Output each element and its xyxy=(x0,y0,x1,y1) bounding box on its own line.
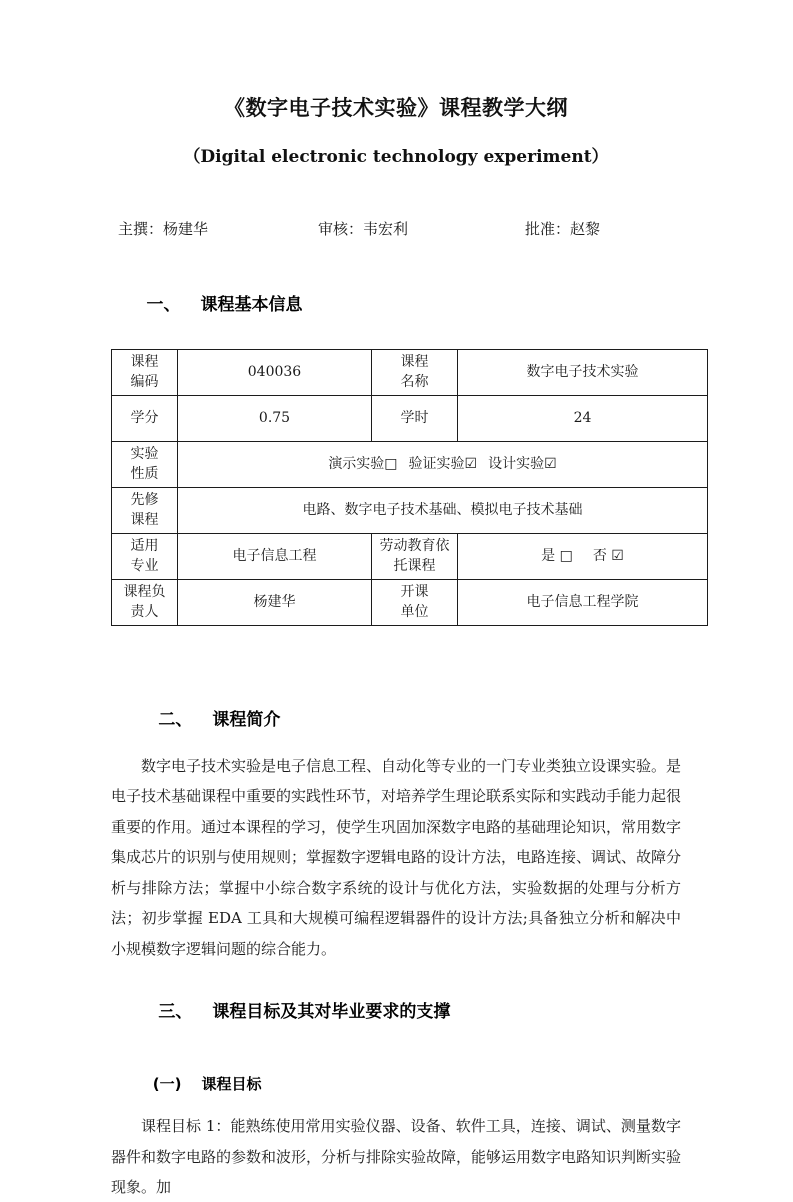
byline xyxy=(111,218,681,242)
byline-author: 主撰：杨建华 xyxy=(118,219,209,238)
section-heading-two xyxy=(111,690,681,751)
label-line-1: 实验 xyxy=(130,445,159,462)
cell-prerequisite-value: 电路、数字电子技术基础、模拟电子技术基础 xyxy=(178,487,708,533)
subsection-heading-one xyxy=(111,1057,681,1111)
cell-applicable-major-label xyxy=(112,533,178,579)
section-one-title: 课程基本信息 xyxy=(200,294,303,315)
section-three xyxy=(111,982,681,1202)
label-line-1: 开课 xyxy=(400,583,429,600)
checkbox-yes[interactable]: 是 □ xyxy=(541,548,573,565)
page-subtitle: （Digital electronic technology experiment） xyxy=(183,147,609,168)
checkbox-design-experiment[interactable]: 设计实验☑ xyxy=(488,456,557,473)
content-column xyxy=(111,0,681,1202)
course-info-table xyxy=(111,349,708,626)
cell-applicable-major-value: 电子信息工程 xyxy=(178,533,372,579)
cell-course-code-label xyxy=(112,349,178,395)
label-line-1: 适用 xyxy=(130,537,159,554)
cell-hours-value: 24 xyxy=(458,395,708,441)
cell-course-leader-value: 杨建华 xyxy=(178,579,372,625)
cell-course-code-value: 040036 xyxy=(178,349,372,395)
table-row xyxy=(112,579,708,625)
section-three-number: 三、 xyxy=(158,1002,193,1023)
section-heading-three xyxy=(111,982,681,1043)
checkbox-demo-experiment[interactable]: 演示实验□ xyxy=(328,456,398,473)
cell-course-name-value: 数字电子技术实验 xyxy=(458,349,708,395)
cell-credits-value: 0.75 xyxy=(178,395,372,441)
table-row xyxy=(112,487,708,533)
byline-approver: 批准：赵黎 xyxy=(525,219,601,238)
cell-experiment-nature-label xyxy=(112,441,178,487)
label-line-2: 名称 xyxy=(400,374,429,391)
page-title: 《数字电子技术实验》课程教学大纲 xyxy=(224,96,568,120)
cell-course-name-label xyxy=(372,349,458,395)
cell-labor-education-value xyxy=(458,533,708,579)
label-line-1: 课程 xyxy=(400,353,429,370)
byline-reviewer: 审核：韦宏利 xyxy=(318,219,409,238)
label-line-1: 课程负 xyxy=(123,583,166,600)
label-line-2: 责人 xyxy=(130,604,159,621)
section-two xyxy=(111,690,681,964)
section-three-title: 课程目标及其对毕业要求的支撑 xyxy=(212,1002,451,1023)
label-line-2: 课程 xyxy=(130,512,159,529)
table-row xyxy=(112,533,708,579)
cell-offering-unit-value: 电子信息工程学院 xyxy=(458,579,708,625)
cell-offering-unit-label xyxy=(372,579,458,625)
section-one-number: 一、 xyxy=(146,294,181,315)
table-row xyxy=(112,349,708,395)
subsection-one-number: (一) xyxy=(152,1075,182,1094)
course-objective-1-paragraph: 课程目标 1：能熟练使用常用实验仪器、设备、软件工具，连接、调试、测量数字器件和数字电路的参数和波形，分析与排除实验故障，能够运用数字电路知识判断实验现象。加 xyxy=(111,1117,682,1197)
checkbox-no[interactable]: 否 ☑ xyxy=(592,548,624,565)
label-line-1: 先修 xyxy=(130,491,159,508)
label-line-2: 专业 xyxy=(130,558,159,575)
cell-credits-label: 学分 xyxy=(112,395,178,441)
section-two-title: 课程简介 xyxy=(212,710,281,731)
cell-course-leader-label xyxy=(112,579,178,625)
cell-hours-label: 学时 xyxy=(372,395,458,441)
subsection-one-title: 课程目标 xyxy=(201,1075,262,1094)
section-two-number: 二、 xyxy=(158,710,193,731)
label-line-2: 编码 xyxy=(130,374,159,391)
section-heading-one xyxy=(111,275,681,336)
course-introduction-paragraph: 数字电子技术实验是电子信息工程、自动化等专业的一门专业类独立设课实验。是电子技术基础课程中重要的实践性环节，对培养学生理论联系实际和实践动手能力起很重要的作用。通过本课程的学习，使学生巩固加深数字电路的基础理论知识，常用数字集成芯片的识别与使用规则；掌握数字逻辑电路的设计方法，电路连接、调试、故障分析与排除方法；掌握中小综合数字系统的设计与优化方法，实验数据的处理与分析方法；初步掌握 EDA 工具和大规模可编程逻辑器件的设计方法;具备独立分析和解决中小规模数字逻辑问题的综合能力。 xyxy=(111,756,682,958)
checkbox-verification-experiment[interactable]: 验证实验☑ xyxy=(408,456,478,473)
label-line-2: 单位 xyxy=(400,604,429,621)
cell-prerequisite-label xyxy=(112,487,178,533)
cell-experiment-nature-value xyxy=(178,441,708,487)
table-row xyxy=(112,395,708,441)
table-row xyxy=(112,441,708,487)
label-line-1: 课程 xyxy=(130,353,159,370)
cell-labor-education-label: 劳动教育依托课程 xyxy=(372,533,458,579)
label-line-2: 性质 xyxy=(130,466,159,483)
